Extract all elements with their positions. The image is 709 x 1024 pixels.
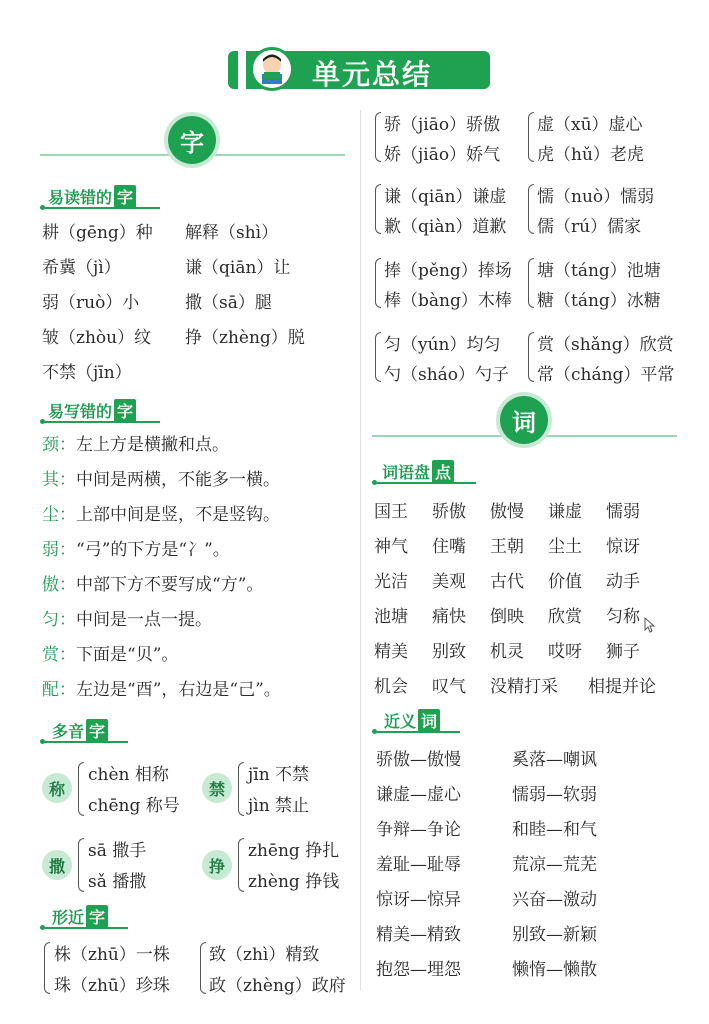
polyphone-reading: chēng 称号 <box>88 796 180 816</box>
easy-write-item <box>42 675 281 700</box>
write-tip: 上部中间是竖，不是竖钩。 <box>76 505 280 525</box>
polyphone-reading: jìn 禁止 <box>248 796 310 816</box>
polyphone-reading: zhēng 挣扎 <box>248 841 340 861</box>
similar-item: 骄（jiāo）骄傲 <box>384 115 501 135</box>
word-list-heading <box>382 460 454 483</box>
easy-read-item: 耕（gēng）种 <box>42 223 153 243</box>
brace <box>375 184 381 234</box>
word: 池塘 <box>374 607 408 627</box>
synonyms-heading <box>384 709 440 732</box>
write-tip: 中间是一点一提。 <box>76 610 212 630</box>
polyphone-char: 禁 <box>202 773 232 803</box>
write-char: 其： <box>42 470 76 490</box>
easy-read-item: 撒（sā）腿 <box>185 293 272 313</box>
word: 谦虚 <box>548 502 582 522</box>
polyphone-char: 挣 <box>202 850 232 880</box>
easy-write-item <box>42 640 178 665</box>
brace <box>528 332 534 382</box>
easy-write-item <box>42 605 212 630</box>
polyphone-reading: chèn 相称 <box>88 765 169 785</box>
synonym-pair: 兴奋—激动 <box>512 890 597 910</box>
synonym-pair: 精美—精致 <box>376 925 461 945</box>
word: 尘土 <box>548 537 582 557</box>
easy-write-item <box>42 535 230 560</box>
similar-tag: 字 <box>86 905 108 928</box>
brace <box>375 112 381 162</box>
heading-underline <box>42 421 160 423</box>
similar-item: 珠（zhū）珍珠 <box>54 976 170 996</box>
easy-read-tag: 字 <box>114 185 136 208</box>
word: 欣赏 <box>548 607 582 627</box>
similar-item: 匀（yún）均匀 <box>384 335 501 355</box>
word: 住嘴 <box>432 537 466 557</box>
similar-item: 棒（bàng）木棒 <box>384 291 512 311</box>
polyphone-char: 称 <box>42 773 72 803</box>
banner-notch <box>238 51 246 89</box>
word: 王朝 <box>490 537 524 557</box>
section-ci-badge: 词 <box>500 396 548 444</box>
easy-write-item <box>42 465 280 490</box>
similar-item: 塘（táng）池塘 <box>537 261 661 281</box>
synonyms-heading-text: 近义 <box>384 712 417 731</box>
similar-item: 政（zhèng）政府 <box>209 976 346 996</box>
heading-dot <box>40 739 45 744</box>
synonyms-tag: 词 <box>418 709 440 732</box>
word: 美观 <box>432 572 466 592</box>
similar-heading-text: 形近 <box>52 908 85 927</box>
easy-read-item: 解释（shì） <box>185 223 279 243</box>
write-char: 尘： <box>42 505 76 525</box>
brace <box>44 942 50 994</box>
easy-read-heading <box>48 185 136 208</box>
synonym-pair: 谦虚—虚心 <box>376 785 461 805</box>
write-tip: 中间是两横，不能多一横。 <box>76 470 280 490</box>
write-char: 匀： <box>42 610 76 630</box>
word: 国王 <box>374 502 408 522</box>
word: 机会 <box>374 677 408 697</box>
polyphone-reading: jīn 不禁 <box>248 765 310 785</box>
brace <box>528 112 534 162</box>
similar-item: 常（cháng）平常 <box>537 365 675 385</box>
synonym-pair: 羞耻—耻辱 <box>376 855 461 875</box>
similar-item: 虎（hǔ）老虎 <box>537 145 644 165</box>
write-tip: 左边是“酉”，右边是“己”。 <box>76 680 281 700</box>
easy-write-tag: 字 <box>114 399 136 422</box>
word: 神气 <box>374 537 408 557</box>
heading-dot <box>40 419 45 424</box>
unit-summary-banner <box>228 51 490 89</box>
student-reading-icon <box>250 47 294 91</box>
synonym-pair: 争辩—争论 <box>376 820 461 840</box>
easy-write-item <box>42 570 263 595</box>
easy-write-heading-text: 易写错的 <box>48 402 113 421</box>
heading-underline <box>42 927 128 929</box>
brace <box>528 258 534 308</box>
word: 倒映 <box>490 607 524 627</box>
heading-underline <box>42 741 128 743</box>
word: 没精打采 <box>490 677 558 697</box>
brace <box>200 942 206 994</box>
easy-read-item: 希冀（jì） <box>42 258 121 278</box>
synonym-pair: 惊讶—惊异 <box>376 890 461 910</box>
similar-item: 懦（nuò）懦弱 <box>537 187 655 207</box>
word: 相提并论 <box>588 677 656 697</box>
easy-write-heading <box>48 399 136 422</box>
polyphone-reading: sǎ 播撒 <box>88 872 147 892</box>
word: 精美 <box>374 642 408 662</box>
synonym-pair: 抱怨—埋怨 <box>376 960 461 980</box>
heading-dot <box>372 480 377 485</box>
easy-read-item: 挣（zhèng）脱 <box>185 328 305 348</box>
word: 痛快 <box>432 607 466 627</box>
heading-underline <box>42 207 160 209</box>
easy-read-item: 弱（ruò）小 <box>42 293 140 313</box>
word: 懦弱 <box>606 502 640 522</box>
synonym-pair: 别致—新颖 <box>512 925 597 945</box>
word: 动手 <box>606 572 640 592</box>
word: 光洁 <box>374 572 408 592</box>
polyphone-heading <box>52 719 108 742</box>
word: 叹气 <box>432 677 466 697</box>
similar-item: 谦（qiān）谦虚 <box>384 187 507 207</box>
heading-dot <box>40 925 45 930</box>
similar-item: 赏（shǎng）欣赏 <box>537 335 674 355</box>
similar-heading <box>52 905 108 928</box>
word: 骄傲 <box>432 502 466 522</box>
brace <box>375 258 381 308</box>
word: 别致 <box>432 642 466 662</box>
heading-underline <box>374 731 460 733</box>
polyphone-tag: 字 <box>86 719 108 742</box>
write-char: 傲： <box>42 575 76 595</box>
similar-item: 虚（xū）虚心 <box>537 115 643 135</box>
write-char: 颈： <box>42 435 76 455</box>
similar-item: 儒（rú）儒家 <box>537 217 642 237</box>
word: 古代 <box>490 572 524 592</box>
section-zi-badge: 字 <box>168 116 216 164</box>
similar-item: 娇（jiāo）娇气 <box>384 145 501 165</box>
write-tip: 中部下方不要写成“方”。 <box>76 575 264 595</box>
write-char: 弱： <box>42 540 76 560</box>
brace <box>375 332 381 382</box>
brace <box>78 762 84 816</box>
easy-read-item: 不禁（jīn） <box>42 363 132 383</box>
word-list-tag: 点 <box>432 460 454 483</box>
word-list-heading-text: 词语盘 <box>382 463 431 482</box>
write-char: 赏： <box>42 645 76 665</box>
synonym-pair: 荒凉—荒芜 <box>512 855 597 875</box>
write-tip: 下面是“贝”。 <box>76 645 179 665</box>
polyphone-reading: sā 撒手 <box>88 841 147 861</box>
word: 价值 <box>548 572 582 592</box>
easy-write-item <box>42 500 280 525</box>
word: 哎呀 <box>548 642 582 662</box>
word: 匀称 <box>606 607 640 627</box>
write-char: 配： <box>42 680 76 700</box>
heading-underline <box>374 482 476 484</box>
easy-read-item: 皱（zhòu）纹 <box>42 328 152 348</box>
word: 惊讶 <box>606 537 640 557</box>
synonym-pair: 和睦—和气 <box>512 820 597 840</box>
polyphone-reading: zhèng 挣钱 <box>248 872 340 892</box>
heading-dot <box>372 729 377 734</box>
word: 狮子 <box>606 642 640 662</box>
write-tip: 左上方是横撇和点。 <box>76 435 229 455</box>
similar-item: 歉（qiàn）道歉 <box>384 217 507 237</box>
polyphone-heading-text: 多音 <box>52 722 85 741</box>
brace <box>238 838 244 892</box>
brace <box>528 184 534 234</box>
synonym-pair: 懦弱—软弱 <box>512 785 597 805</box>
similar-item: 糖（táng）冰糖 <box>537 291 661 311</box>
page-title: 单元总结 <box>312 58 433 91</box>
easy-write-item <box>42 430 229 455</box>
synonym-pair: 奚落—嘲讽 <box>512 750 597 770</box>
word: 傲慢 <box>490 502 524 522</box>
polyphone-char: 撒 <box>42 850 72 880</box>
similar-item: 勺（sháo）勺子 <box>384 365 510 385</box>
write-tip: “弓”的下方是“冫”。 <box>76 540 230 560</box>
synonym-pair: 骄傲—傲慢 <box>376 750 461 770</box>
similar-item: 捧（pěng）捧场 <box>384 261 512 281</box>
brace <box>78 838 84 892</box>
heading-dot <box>40 205 45 210</box>
similar-item: 株（zhū）一株 <box>54 945 170 965</box>
word: 机灵 <box>490 642 524 662</box>
synonym-pair: 懒惰—懒散 <box>512 960 597 980</box>
mouse-cursor-icon <box>644 617 656 637</box>
easy-read-item: 谦（qiān）让 <box>185 258 291 278</box>
column-separator <box>360 110 361 990</box>
similar-item: 致（zhì）精致 <box>209 945 320 965</box>
brace <box>238 762 244 816</box>
easy-read-heading-text: 易读错的 <box>48 188 113 207</box>
